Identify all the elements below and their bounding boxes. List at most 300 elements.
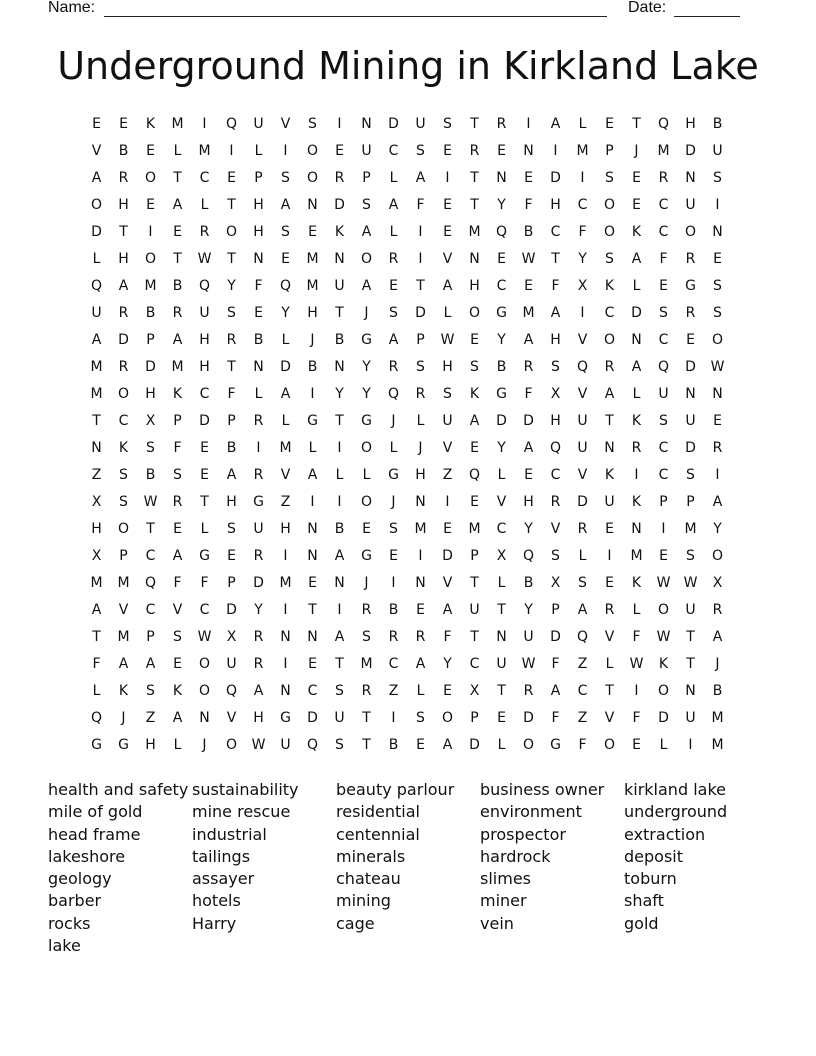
grid-letter: O xyxy=(360,440,373,456)
grid-row xyxy=(83,138,731,165)
grid-letter: G xyxy=(361,332,372,348)
grid-letter: T xyxy=(173,170,182,186)
grid-letter: A xyxy=(712,494,723,510)
grid-letter: R xyxy=(577,521,588,537)
word-bank-column xyxy=(480,779,624,935)
grid-letter: E xyxy=(605,521,614,537)
grid-letter: L xyxy=(362,467,371,483)
grid-letter: H xyxy=(469,278,480,294)
grid-letter: E xyxy=(524,467,533,483)
grid-letter: N xyxy=(685,683,696,699)
grid-letter: C xyxy=(658,332,669,348)
grid-letter: F xyxy=(659,251,668,267)
grid-letter: N xyxy=(604,440,615,456)
word-bank-item: mining xyxy=(336,891,391,911)
grid-letter: I xyxy=(688,737,693,753)
grid-letter: D xyxy=(91,224,102,240)
grid-letter: H xyxy=(91,521,102,537)
grid-letter: R xyxy=(226,332,237,348)
grid-letter: P xyxy=(227,413,236,429)
grid-letter: I xyxy=(202,116,207,132)
grid-letter: A xyxy=(145,656,156,672)
grid-letter: O xyxy=(603,224,616,240)
grid-letter: B xyxy=(334,521,345,537)
grid-row xyxy=(83,705,731,732)
grid-letter: F xyxy=(443,629,452,645)
grid-letter: Q xyxy=(90,710,103,726)
grid-letter: V xyxy=(280,116,291,132)
grid-letter: J xyxy=(364,305,369,321)
grid-letter: A xyxy=(172,332,183,348)
grid-letter: G xyxy=(199,548,210,564)
grid-letter: L xyxy=(632,278,641,294)
grid-letter: G xyxy=(307,413,318,429)
word-bank-item: gold xyxy=(624,913,659,933)
grid-letter: R xyxy=(172,494,183,510)
grid-letter: V xyxy=(496,494,507,510)
grid-letter: T xyxy=(362,737,371,753)
grid-letter: S xyxy=(335,683,344,699)
grid-letter: E xyxy=(308,224,317,240)
word-bank-item: toburn xyxy=(624,869,677,889)
grid-row xyxy=(83,435,731,462)
grid-letter: G xyxy=(253,494,264,510)
grid-row xyxy=(83,381,731,408)
grid-letter: L xyxy=(281,413,290,429)
grid-letter: V xyxy=(91,143,102,159)
grid-letter: N xyxy=(334,251,345,267)
word-bank-item: lakeshore xyxy=(48,846,126,866)
grid-row xyxy=(83,192,731,219)
grid-letter: E xyxy=(389,278,398,294)
grid-letter: C xyxy=(550,224,561,240)
grid-letter: S xyxy=(173,629,182,645)
grid-letter: M xyxy=(198,143,211,159)
grid-letter: L xyxy=(389,440,398,456)
grid-letter: T xyxy=(173,251,182,267)
grid-letter: U xyxy=(685,197,696,213)
grid-letter: L xyxy=(578,116,587,132)
grid-letter: K xyxy=(604,278,615,294)
word-bank-item: head frame xyxy=(48,824,141,844)
word-bank-item: miner xyxy=(480,891,527,911)
grid-letter: M xyxy=(630,548,643,564)
grid-letter: O xyxy=(603,332,616,348)
grid-letter: W xyxy=(197,251,212,267)
grid-letter: Z xyxy=(388,683,399,699)
grid-letter: P xyxy=(470,710,479,726)
grid-letter: N xyxy=(631,521,642,537)
grid-letter: L xyxy=(497,467,506,483)
grid-letter: I xyxy=(715,197,720,213)
word-bank-item: hotels xyxy=(192,891,241,911)
date-label: Date: xyxy=(628,0,667,16)
word-bank-column xyxy=(624,779,768,935)
grid-letter: T xyxy=(335,656,344,672)
grid-letter: T xyxy=(146,521,155,537)
grid-letter: B xyxy=(334,332,345,348)
grid-letter: C xyxy=(388,656,399,672)
grid-letter: X xyxy=(550,386,561,402)
grid-letter: A xyxy=(361,278,372,294)
word-bank-item: hardrock xyxy=(480,846,551,866)
grid-letter: C xyxy=(658,197,669,213)
grid-letter: F xyxy=(227,386,236,402)
grid-letter: A xyxy=(442,278,453,294)
grid-letter: E xyxy=(362,521,371,537)
grid-letter: E xyxy=(173,656,182,672)
grid-letter: N xyxy=(523,143,534,159)
word-bank-column xyxy=(192,779,336,935)
grid-letter: T xyxy=(470,575,479,591)
grid-letter: A xyxy=(712,629,723,645)
grid-letter: M xyxy=(171,116,184,132)
grid-letter: E xyxy=(173,224,182,240)
grid-letter: O xyxy=(522,737,535,753)
grid-letter: H xyxy=(415,467,426,483)
grid-letter: V xyxy=(442,575,453,591)
grid-letter: B xyxy=(523,575,534,591)
grid-letter: H xyxy=(199,359,210,375)
grid-letter: H xyxy=(685,116,696,132)
grid-letter: N xyxy=(469,251,480,267)
grid-letter: H xyxy=(253,224,264,240)
grid-letter: S xyxy=(605,251,614,267)
grid-letter: Y xyxy=(281,305,290,321)
grid-letter: G xyxy=(118,737,129,753)
grid-letter: O xyxy=(360,494,373,510)
grid-letter: R xyxy=(604,602,615,618)
grid-letter: G xyxy=(280,710,291,726)
word-bank-item: barber xyxy=(48,891,102,911)
grid-letter: M xyxy=(171,359,184,375)
grid-letter: X xyxy=(550,575,561,591)
grid-letter: L xyxy=(92,251,101,267)
word-bank-item: kirkland lake xyxy=(624,780,726,799)
word-bank-item: health and safety xyxy=(48,780,189,799)
grid-letter: T xyxy=(605,413,614,429)
grid-letter: C xyxy=(577,197,588,213)
grid-letter: W xyxy=(440,332,455,348)
grid-row xyxy=(83,273,731,300)
word-bank-item: underground xyxy=(624,802,728,822)
grid-letter: N xyxy=(199,710,210,726)
grid-letter: Q xyxy=(522,548,535,564)
grid-letter: A xyxy=(442,602,453,618)
grid-letter: E xyxy=(308,575,317,591)
grid-letter: L xyxy=(497,575,506,591)
grid-letter: F xyxy=(200,575,209,591)
grid-letter: D xyxy=(469,737,480,753)
grid-letter: I xyxy=(580,305,585,321)
grid-letter: N xyxy=(712,224,723,240)
grid-letter: M xyxy=(117,575,130,591)
grid-letter: E xyxy=(443,143,452,159)
grid-letter: R xyxy=(685,251,696,267)
grid-letter: H xyxy=(118,197,129,213)
grid-letter: L xyxy=(173,737,182,753)
grid-letter: V xyxy=(550,521,561,537)
grid-letter: V xyxy=(577,332,588,348)
grid-letter: A xyxy=(577,602,588,618)
grid-letter: I xyxy=(337,602,342,618)
grid-letter: K xyxy=(631,413,642,429)
grid-letter: L xyxy=(254,386,263,402)
grid-letter: M xyxy=(90,575,103,591)
grid-letter: M xyxy=(279,575,292,591)
grid-letter: G xyxy=(361,548,372,564)
grid-letter: S xyxy=(551,548,560,564)
grid-letter: U xyxy=(658,386,669,402)
word-bank-item: vein xyxy=(480,913,514,933)
grid-letter: L xyxy=(254,143,263,159)
grid-letter: E xyxy=(605,116,614,132)
grid-letter: A xyxy=(415,656,426,672)
grid-letter: J xyxy=(418,440,423,456)
grid-letter: Q xyxy=(198,278,211,294)
grid-letter: Y xyxy=(254,602,263,618)
grid-letter: E xyxy=(497,143,506,159)
grid-letter: S xyxy=(470,359,479,375)
grid-letter: M xyxy=(360,656,373,672)
grid-letter: R xyxy=(118,170,129,186)
grid-letter: B xyxy=(226,440,237,456)
grid-letter: V xyxy=(604,629,615,645)
grid-letter: W xyxy=(521,656,536,672)
grid-letter: L xyxy=(389,224,398,240)
grid-letter: E xyxy=(686,332,695,348)
grid-letter: R xyxy=(172,305,183,321)
grid-letter: O xyxy=(117,521,130,537)
grid-letter: L xyxy=(632,602,641,618)
grid-letter: S xyxy=(173,467,182,483)
grid-letter: L xyxy=(281,332,290,348)
grid-letter: Y xyxy=(362,386,371,402)
grid-letter: R xyxy=(658,170,669,186)
grid-letter: D xyxy=(334,197,345,213)
grid-letter: C xyxy=(577,683,588,699)
grid-letter: H xyxy=(307,305,318,321)
grid-letter: J xyxy=(634,143,639,159)
grid-letter: I xyxy=(634,683,639,699)
grid-letter: E xyxy=(524,170,533,186)
grid-letter: O xyxy=(306,170,319,186)
grid-letter: V xyxy=(577,386,588,402)
grid-letter: S xyxy=(119,467,128,483)
grid-letter: Q xyxy=(306,737,319,753)
grid-letter: E xyxy=(173,521,182,537)
grid-letter: P xyxy=(605,143,614,159)
word-bank-item: mile of gold xyxy=(48,802,143,822)
grid-letter: H xyxy=(145,386,156,402)
grid-letter: R xyxy=(712,602,723,618)
grid-letter: W xyxy=(656,629,671,645)
grid-letter: A xyxy=(118,278,129,294)
grid-letter: B xyxy=(253,332,264,348)
grid-letter: L xyxy=(200,521,209,537)
grid-letter: A xyxy=(334,629,345,645)
grid-letter: P xyxy=(227,575,236,591)
grid-letter: J xyxy=(202,737,207,753)
grid-letter: F xyxy=(524,386,533,402)
grid-letter: S xyxy=(605,170,614,186)
grid-letter: E xyxy=(497,251,506,267)
grid-letter: N xyxy=(685,170,696,186)
grid-letter: S xyxy=(146,440,155,456)
grid-letter: N xyxy=(496,629,507,645)
grid-letter: D xyxy=(307,710,318,726)
grid-letter: S xyxy=(659,413,668,429)
grid-letter: S xyxy=(335,737,344,753)
grid-letter: E xyxy=(416,602,425,618)
grid-row xyxy=(83,246,731,273)
grid-letter: E xyxy=(92,116,101,132)
grid-letter: I xyxy=(391,575,396,591)
grid-letter: Y xyxy=(497,197,506,213)
grid-letter: I xyxy=(391,710,396,726)
grid-letter: C xyxy=(496,521,507,537)
grid-letter: C xyxy=(118,413,129,429)
grid-letter: F xyxy=(551,656,560,672)
grid-letter: O xyxy=(225,224,238,240)
grid-letter: U xyxy=(253,116,264,132)
grid-letter: F xyxy=(524,197,533,213)
word-bank-item: slimes xyxy=(480,869,531,889)
grid-letter: P xyxy=(686,494,695,510)
grid-letter: I xyxy=(283,602,288,618)
grid-letter: B xyxy=(307,359,318,375)
grid-letter: N xyxy=(415,494,426,510)
grid-letter: V xyxy=(577,467,588,483)
grid-letter: Q xyxy=(144,575,157,591)
grid-letter: V xyxy=(172,602,183,618)
grid-letter: A xyxy=(280,386,291,402)
grid-letter: T xyxy=(227,359,236,375)
grid-row xyxy=(83,300,731,327)
grid-letter: Q xyxy=(576,629,589,645)
grid-letter: H xyxy=(118,251,129,267)
grid-letter: M xyxy=(90,359,103,375)
grid-letter: R xyxy=(118,305,129,321)
grid-letter: E xyxy=(632,197,641,213)
grid-letter: Z xyxy=(280,494,291,510)
word-bank-item: assayer xyxy=(192,869,255,889)
grid-letter: M xyxy=(90,386,103,402)
grid-letter: G xyxy=(685,278,696,294)
grid-letter: D xyxy=(523,413,534,429)
grid-letter: L xyxy=(389,170,398,186)
grid-letter: H xyxy=(550,413,561,429)
grid-letter: U xyxy=(199,305,210,321)
grid-letter: L xyxy=(92,683,101,699)
grid-letter: D xyxy=(145,359,156,375)
grid-letter: E xyxy=(713,413,722,429)
grid-letter: E xyxy=(146,143,155,159)
grid-letter: D xyxy=(577,494,588,510)
grid-letter: K xyxy=(604,467,615,483)
grid-letter: F xyxy=(416,197,425,213)
grid-letter: E xyxy=(335,143,344,159)
grid-letter: I xyxy=(283,143,288,159)
grid-letter: S xyxy=(119,494,128,510)
grid-letter: P xyxy=(146,332,155,348)
grid-letter: H xyxy=(550,332,561,348)
name-blank-line xyxy=(104,16,607,17)
grid-letter: Q xyxy=(90,278,103,294)
grid-letter: A xyxy=(415,170,426,186)
grid-letter: A xyxy=(550,683,561,699)
grid-row xyxy=(83,597,731,624)
grid-letter: T xyxy=(686,629,695,645)
grid-letter: A xyxy=(280,197,291,213)
grid-letter: U xyxy=(334,278,345,294)
grid-letter: I xyxy=(310,386,315,402)
grid-letter: A xyxy=(172,197,183,213)
grid-letter: D xyxy=(550,170,561,186)
grid-letter: T xyxy=(632,116,641,132)
grid-letter: K xyxy=(172,683,183,699)
grid-row xyxy=(83,516,731,543)
grid-letter: R xyxy=(118,359,129,375)
grid-letter: R xyxy=(550,494,561,510)
grid-letter: B xyxy=(172,278,183,294)
grid-letter: E xyxy=(443,521,452,537)
grid-letter: Y xyxy=(578,251,587,267)
grid-letter: M xyxy=(306,278,319,294)
grid-letter: Y xyxy=(524,521,533,537)
grid-row xyxy=(83,408,731,435)
word-bank-item: deposit xyxy=(624,846,683,866)
grid-letter: V xyxy=(280,467,291,483)
grid-letter: X xyxy=(469,683,480,699)
grid-letter: O xyxy=(657,683,670,699)
grid-letter: C xyxy=(199,386,210,402)
grid-letter: I xyxy=(337,440,342,456)
grid-letter: J xyxy=(121,710,126,726)
grid-letter: D xyxy=(685,440,696,456)
grid-letter: I xyxy=(418,251,423,267)
grid-letter: I xyxy=(418,224,423,240)
grid-letter: M xyxy=(711,737,724,753)
grid-letter: F xyxy=(578,737,587,753)
grid-letter: H xyxy=(145,737,156,753)
grid-letter: Q xyxy=(225,683,238,699)
grid-letter: U xyxy=(415,116,426,132)
grid-letter: N xyxy=(307,521,318,537)
grid-letter: E xyxy=(200,467,209,483)
grid-letter: A xyxy=(388,332,399,348)
grid-letter: W xyxy=(521,251,536,267)
grid-letter: I xyxy=(445,494,450,510)
grid-letter: I xyxy=(337,116,342,132)
grid-letter: K xyxy=(118,683,129,699)
grid-row xyxy=(83,327,731,354)
grid-letter: O xyxy=(603,737,616,753)
grid-letter: I xyxy=(661,521,666,537)
grid-letter: U xyxy=(523,629,534,645)
grid-letter: Q xyxy=(225,116,238,132)
word-bank-item: mine rescue xyxy=(192,802,291,822)
grid-letter: G xyxy=(91,737,102,753)
grid-letter: S xyxy=(227,521,236,537)
grid-letter: G xyxy=(388,467,399,483)
grid-letter: D xyxy=(226,602,237,618)
grid-letter: K xyxy=(631,224,642,240)
grid-letter: W xyxy=(683,575,698,591)
grid-letter: N xyxy=(631,332,642,348)
grid-letter: B xyxy=(712,683,723,699)
grid-letter: O xyxy=(603,197,616,213)
